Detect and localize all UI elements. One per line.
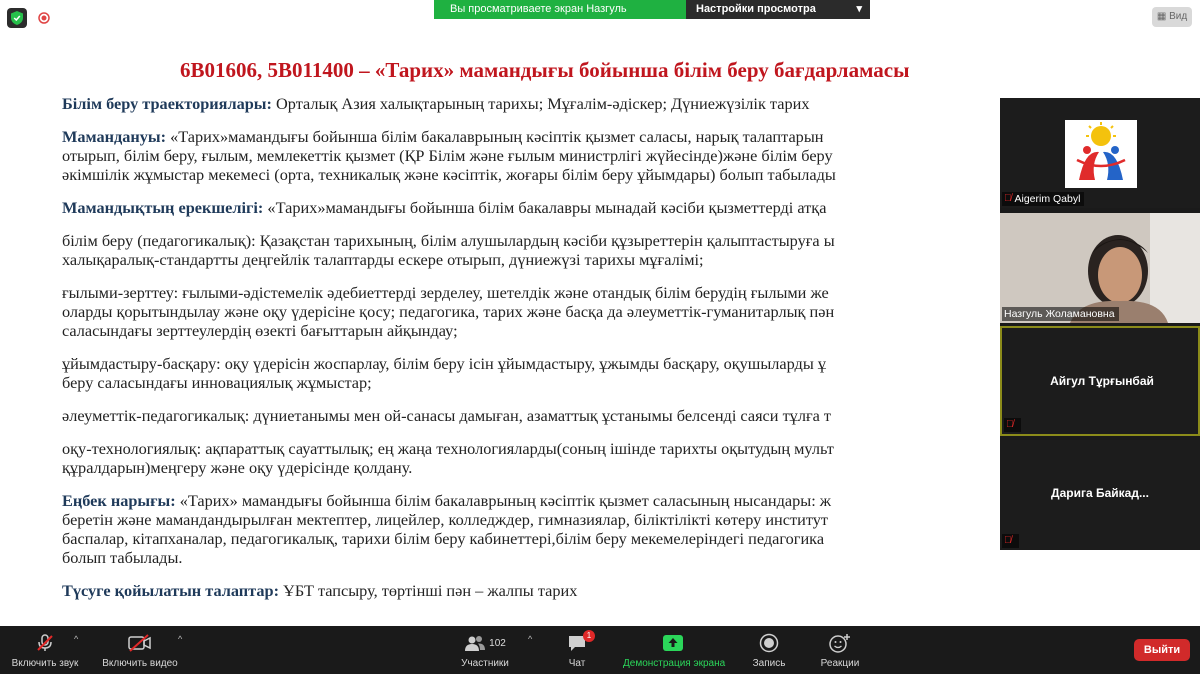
grid-icon: ▦: [1156, 11, 1167, 22]
participant-name: Назгуль Жоламановна: [1004, 308, 1115, 320]
text-line: саласындағы зерттеулердің өзекті бағыттарын айқындау;: [62, 321, 458, 340]
record-icon: [759, 633, 779, 653]
record-label: Запись: [752, 658, 786, 669]
paragraph-research: [62, 283, 1062, 340]
text-line: «Тарих» мамандығы бойынша білім бакалаврының кәсіптік қызмет саласының нысандары: ж: [175, 491, 832, 510]
participant-name: Дарига Байкад...: [1051, 486, 1149, 500]
participants-icon-wrap: [435, 632, 535, 654]
participant-tile[interactable]: [1000, 440, 1200, 550]
participants-button[interactable]: [435, 632, 535, 669]
chevron-down-icon: ▾: [856, 3, 862, 15]
paragraph-admission: [62, 581, 1062, 600]
share-screen-label: Демонстрация экрана: [623, 658, 726, 669]
participant-name: Aigerim Qabyl: [1014, 193, 1081, 205]
text-line: «Тарих»мамандығы бойынша білім бакалаврының кәсіптік қызмет саласы, нарық талаптарын: [166, 127, 824, 146]
audio-options-caret[interactable]: ^: [74, 634, 79, 644]
heading-admission: Түсуге қойылатын талаптар:: [62, 581, 279, 600]
heading-features: Мамандықтың ерекшелігі:: [62, 198, 264, 217]
slide-body: [62, 94, 1062, 614]
chat-button[interactable]: [527, 632, 627, 669]
heading-trajectories: Білім беру траекториялары:: [62, 94, 272, 113]
chat-icon-wrap: [527, 632, 627, 654]
screen-share-banner: [434, 0, 870, 34]
recording-indicator-icon: [34, 8, 54, 28]
paragraph-labor-market: [62, 491, 1062, 567]
reactions-button[interactable]: [790, 632, 890, 669]
text-line: әкімшілік жұмыстар мекемесі (орта, техникалық және кәсіптік, жоғары білім беру ұйымдары) болып табылады: [62, 165, 836, 184]
mic-off-icon: [0, 632, 95, 654]
share-banner-text: Вы просматриваете экран Назгуль Жоламановна: [434, 0, 686, 19]
participant-name-tag: [1002, 307, 1119, 321]
start-video-label: Включить видео: [102, 658, 178, 669]
profile-logo-image: [1065, 120, 1137, 188]
participants-count: 102: [489, 637, 506, 649]
heading-labor-market: Еңбек нарығы:: [62, 491, 176, 510]
security-shield-icon[interactable]: [7, 8, 27, 28]
participants-icon: [464, 635, 486, 651]
participant-tile-active-speaker[interactable]: [1000, 213, 1200, 323]
participant-name: Айгул Тұрғынбай: [1050, 374, 1154, 388]
chat-label: Чат: [568, 658, 586, 669]
text-line: ғылыми-зерттеу: ғылыми-әдістемелік әдебиеттерді зерделеу, шетелдік және отандық білім берудің ғылыми же: [62, 283, 829, 302]
participant-tile[interactable]: [1000, 326, 1200, 436]
paragraph-education: [62, 231, 1062, 269]
text-line: құралдарын)меңгеру және оқу үдерісінде қолдану.: [62, 458, 413, 477]
participant-tile[interactable]: [1000, 98, 1200, 208]
text-admission: ҰБТ тапсыру, төртінші пән – жалпы тарих: [279, 581, 578, 600]
unmute-button[interactable]: [0, 632, 95, 669]
mic-muted-icon: 🎙̸: [1004, 535, 1012, 546]
leave-meeting-button[interactable]: Выйти: [1134, 639, 1190, 661]
text-line: оқу-технологиялық: ақпараттық сауаттылық; ең жаңа технологияларды(соның ішінде тарихты оқытудың мульт: [62, 439, 834, 458]
paragraph-trajectories: [62, 94, 1062, 113]
mic-muted-icon: 🎙̸: [1006, 419, 1014, 430]
smiley-plus-icon: [829, 633, 851, 653]
meeting-toolbar: [0, 626, 1200, 674]
text-line: отырып, білім беру, ғылым, мемлекеттік қызмет (ҚР Білім және ғылым министрлігі жүйесінде)және білім беру: [62, 146, 833, 165]
view-options-dropdown[interactable]: [686, 0, 870, 19]
start-video-button[interactable]: [90, 632, 190, 669]
text-line: оларды қорытындылау және оқу үдерісіне қосу; педагогика, тарих және басқа да әлеуметтік-гуманитарлық пән: [62, 302, 835, 321]
share-screen-icon: [662, 634, 684, 652]
paragraph-social: [62, 406, 1062, 425]
share-screen-icon-wrap: [623, 632, 723, 654]
participant-status-tag: [1004, 418, 1021, 432]
text-line: әлеуметтік-педагогикалық: дүниетанымы мен ой-санасы дамыған, азаматтық ұстанымы белсенді саяси тұлға т: [62, 406, 832, 425]
participants-options-caret[interactable]: ^: [528, 634, 533, 644]
reactions-icon-wrap: [790, 632, 890, 654]
unmute-label: Включить звук: [11, 658, 79, 669]
text-line: беру саласындағы инновациялық жұмыстар;: [62, 373, 372, 392]
text-line: ұйымдастыру-басқару: оқу үдерісін жоспарлау, білім беру ісін ұйымдастыру, ұжымды басқару, оқушыларды ұ: [62, 354, 826, 373]
participant-status-tag: [1002, 534, 1019, 548]
text-line: беретін және мамандандырылған мектептер, лицейлер, колледждер, гимназиялар, біліктілікті көтеру институт: [62, 510, 828, 529]
mic-muted-icon: 🎙̸: [1004, 193, 1012, 204]
video-off-icon: [90, 632, 190, 654]
participant-strip: [1000, 98, 1200, 550]
reactions-label: Реакции: [820, 658, 860, 669]
paragraph-specialization: [62, 127, 1062, 184]
view-button[interactable]: [1152, 7, 1192, 27]
text-line: білім беру (педагогикалық): Қазақстан тарихының, білім алушылардың кәсіби құзыреттерін қалыптастыруға ы: [62, 231, 835, 250]
text-line: болып табылады.: [62, 548, 183, 567]
text-line: баспалар, кітапханалар, педагогикалық, тарихи білім беру кабинеттері,білім беру мекемелеріндегі педагогика: [62, 529, 825, 548]
view-options-label: Настройки просмотра: [696, 3, 816, 15]
text-features: «Тарих»мамандығы бойынша білім бакалавры мынадай кәсіби қызметтерді атқа: [263, 198, 827, 217]
paragraph-management: [62, 354, 1062, 392]
view-button-label: Вид: [1169, 11, 1188, 22]
video-options-caret[interactable]: ^: [178, 634, 183, 644]
participant-name-tag: [1002, 192, 1084, 206]
chat-unread-badge: 1: [583, 630, 595, 642]
heading-specialization: Мамандануы:: [62, 127, 167, 146]
participants-label: Участники: [461, 658, 509, 669]
text-trajectories: Орталық Азия халықтарының тарихы; Мұғалім-әдіскер; Дүниежүзілік тарих: [271, 94, 810, 113]
share-screen-button[interactable]: [623, 632, 726, 669]
paragraph-features: [62, 198, 1062, 217]
text-line: халықаралық-стандартты деңгейлік талаптарды ескере отырып, дүниежүзі тарихы мұғалімі;: [62, 250, 704, 269]
slide-title: 6В01606, 5В011400 – «Тарих» мамандығы бойынша білім беру бағдарламасы: [180, 58, 910, 82]
paragraph-technology: [62, 439, 1062, 477]
